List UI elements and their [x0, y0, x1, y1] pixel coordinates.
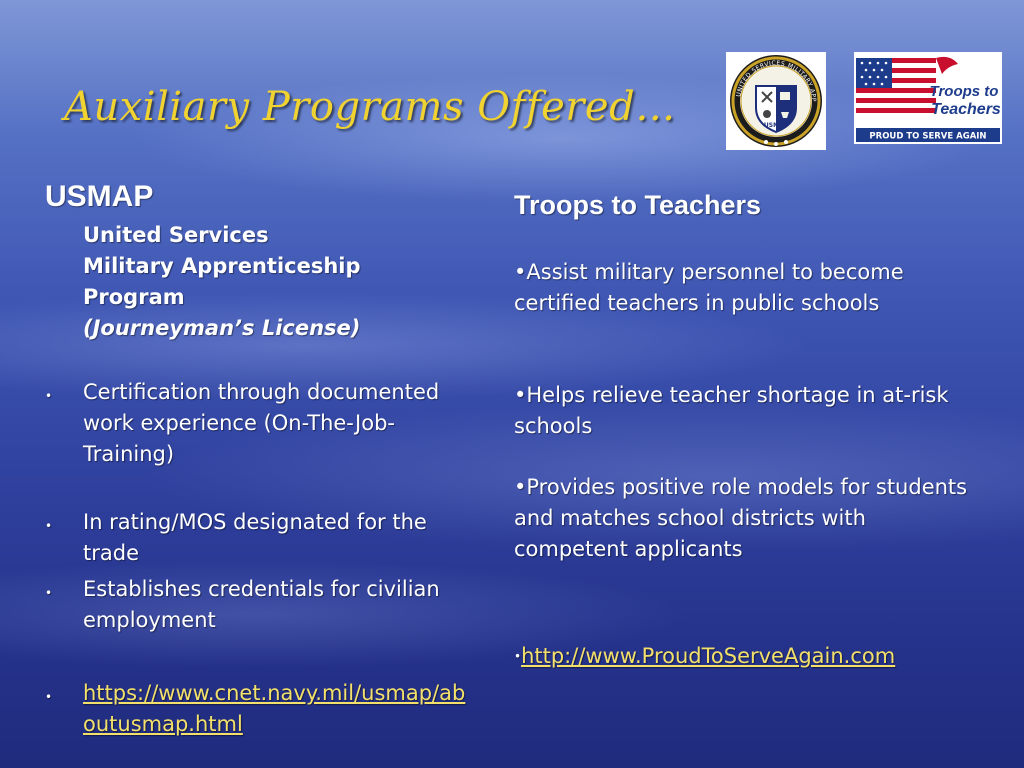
bullet-icon: • — [45, 519, 53, 533]
usmap-subtitle — [83, 220, 443, 344]
usmap-seal-logo — [726, 52, 826, 150]
usmap-subtitle-line: Program — [83, 285, 185, 309]
us-flag-icon — [854, 52, 1002, 144]
bullet-icon: • — [514, 649, 522, 664]
svg-text:Troops to: Troops to — [929, 83, 999, 100]
slide-title: Auxiliary Programs Offered… — [64, 84, 676, 130]
svg-text:PROUD TO SERVE AGAIN: PROUD TO SERVE AGAIN — [869, 131, 987, 142]
usmap-subtitle-line: United Services — [83, 223, 269, 247]
ttt-point: •Assist military personnel to become certified teachers in public schools — [514, 260, 904, 315]
ttt-heading: Troops to Teachers — [514, 190, 762, 220]
troops-to-teachers-logo — [854, 52, 1002, 144]
svg-text:Teachers: Teachers — [931, 101, 1001, 118]
bullet-text: Establishes credentials for civilian employment — [83, 577, 440, 632]
svg-text:UNITED SERVICES MILITARY APPRE: UNITED SERVICES MILITARY APP — [735, 59, 818, 103]
svg-text:USMAP: USMAP — [763, 122, 789, 129]
bullet-text: Certification through documented work experience (On-The-Job-Training) — [83, 380, 440, 466]
bullet-text: In rating/MOS designated for the trade — [83, 510, 427, 565]
usmap-seal-icon — [726, 52, 826, 150]
usmap-subtitle-license: (Journeyman’s License) — [83, 316, 361, 340]
ttt-point: •Helps relieve teacher shortage in at-risk schools — [514, 383, 949, 438]
bullet-icon: • — [45, 690, 53, 704]
bullet-icon: • — [45, 389, 53, 403]
ttt-link-row — [514, 641, 960, 673]
usmap-subtitle-line: Military Apprenticeship — [83, 254, 361, 278]
usmap-link[interactable]: https://www.cnet.navy.mil/usmap/aboutusmap.html — [83, 681, 466, 736]
bullet-icon: • — [45, 586, 53, 600]
proudtoserveagain-link[interactable]: http://www.ProudToServeAgain.com — [521, 644, 896, 668]
ttt-point: •Provides positive role models for students and matches school districts with competent applicants — [514, 475, 968, 561]
usmap-heading: USMAP — [45, 180, 154, 213]
